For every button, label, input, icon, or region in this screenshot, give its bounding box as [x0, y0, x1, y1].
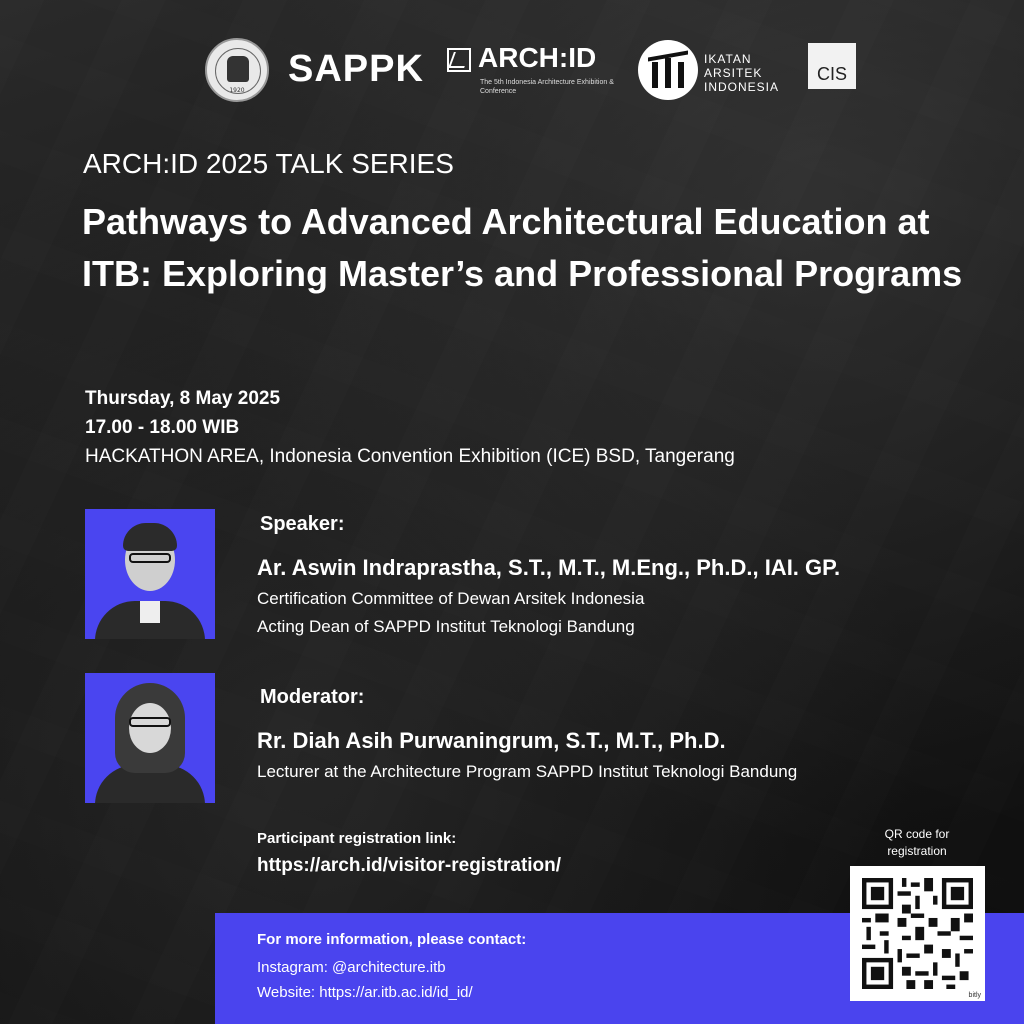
speaker-affiliation: Acting Dean of SAPPD Institut Teknologi Bandung	[257, 617, 635, 636]
instagram-contact[interactable]: Instagram: @architecture.itb	[257, 959, 446, 976]
event-details	[85, 384, 735, 471]
speaker-photo	[85, 509, 215, 639]
registration-qr-code[interactable]	[850, 866, 985, 1001]
qr-bitly-tag: bitly	[968, 992, 981, 999]
iai-logo-text	[704, 52, 779, 94]
contact-heading: For more information, please contact:	[257, 931, 527, 948]
archid-logo: ARCH:ID	[478, 42, 597, 73]
speaker-role-label: Speaker:	[260, 513, 345, 535]
iai-line: INDONESIA	[704, 80, 780, 94]
event-date: Thursday, 8 May 2025	[85, 388, 281, 409]
archid-subtitle: The 5th Indonesia Architecture Exhibition & Conference	[480, 79, 614, 95]
moderator-affiliations	[257, 758, 797, 786]
moderator-name: Rr. Diah Asih Purwaningrum, S.T., M.T., Ph.D.	[257, 728, 726, 753]
itb-seal-logo	[205, 38, 269, 102]
cis-logo: CIS	[808, 43, 856, 89]
talk-title: Pathways to Advanced Architectural Education at ITB: Exploring Master’s and Professional Programs	[82, 201, 963, 294]
registration-link[interactable]: https://arch.id/visitor-registration/	[257, 855, 562, 876]
itb-seal-year: 1920	[229, 87, 245, 94]
moderator-photo	[85, 673, 215, 803]
qr-caption-line: registration	[887, 844, 947, 858]
qr-code-icon	[862, 878, 973, 989]
event-time: 17.00 - 18.00 WIB	[85, 417, 240, 438]
qr-caption-line: QR code for	[884, 827, 950, 841]
iai-line: ARSITEK	[704, 66, 763, 80]
talk-series-label: ARCH:ID 2025 TALK SERIES	[83, 148, 454, 179]
iai-logo-icon	[638, 40, 698, 100]
registration-label: Participant registration link:	[257, 830, 457, 847]
moderator-affiliation: Lecturer at the Architecture Program SAPPD Institut Teknologi Bandung	[257, 762, 798, 781]
website-contact[interactable]: Website: https://ar.itb.ac.id/id_id/	[257, 984, 473, 1001]
speaker-affiliation: Certification Committee of Dewan Arsitek Indonesia	[257, 589, 645, 608]
archid-mark-icon	[447, 48, 471, 72]
qr-caption	[858, 826, 976, 860]
speaker-affiliations	[257, 585, 644, 641]
sappk-logo: SAPPK	[288, 48, 424, 90]
moderator-role-label: Moderator:	[260, 686, 365, 708]
event-venue: HACKATHON AREA, Indonesia Convention Exhibition (ICE) BSD, Tangerang	[85, 446, 735, 467]
iai-line: IKATAN	[704, 52, 752, 66]
partner-logos	[0, 36, 1024, 106]
speaker-name: Ar. Aswin Indraprastha, S.T., M.T., M.Eng., Ph.D., IAI. GP.	[257, 555, 841, 580]
